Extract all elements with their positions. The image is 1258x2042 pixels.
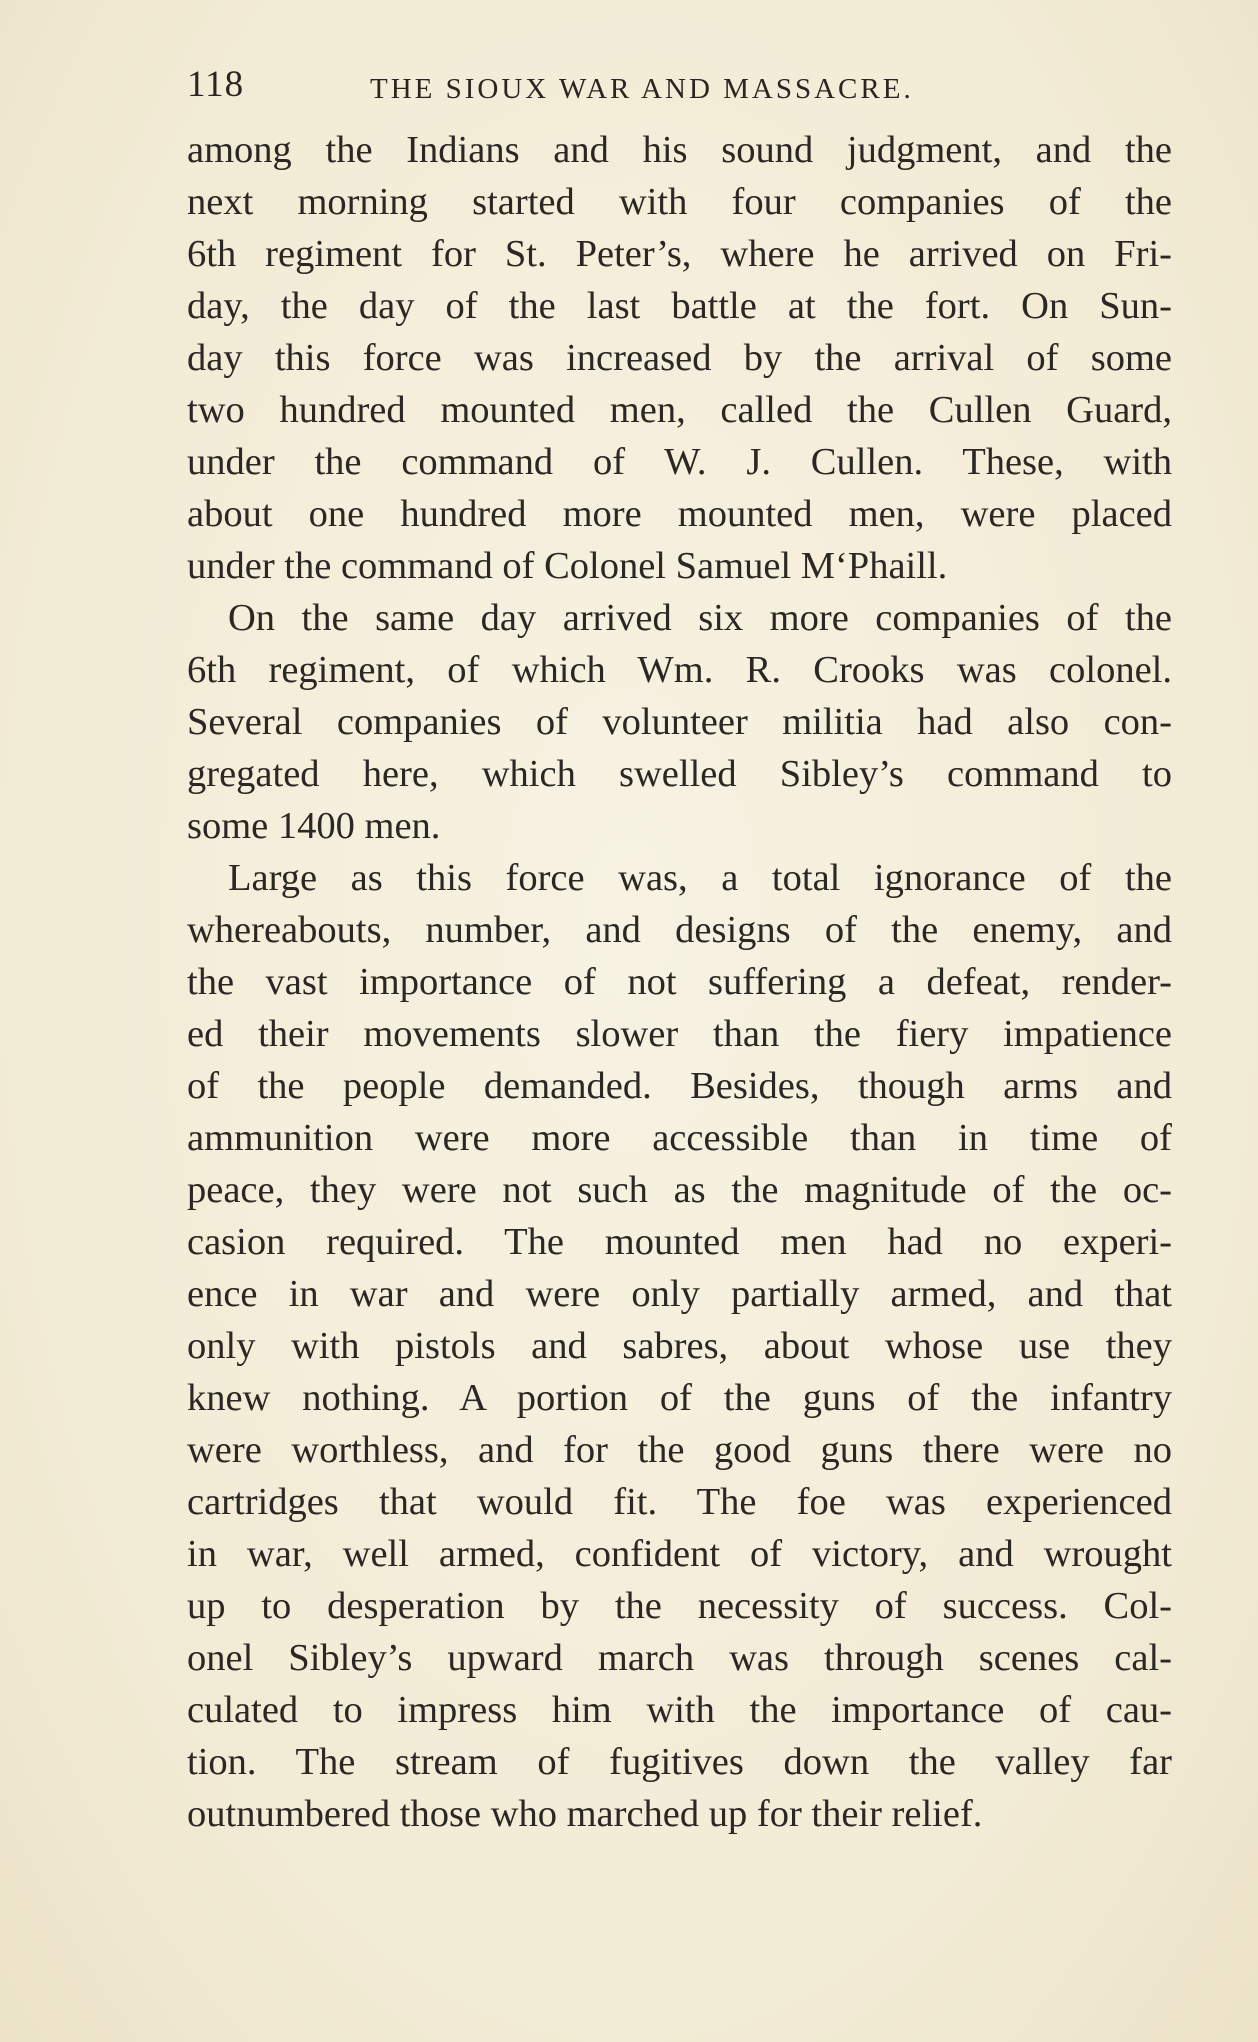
page-header <box>187 55 1179 115</box>
paragraph <box>187 852 1172 1840</box>
text-line: of the people demanded. Besides, though arms and <box>187 1065 1172 1107</box>
text-line: ence in war and were only partially armed, and that <box>187 1273 1172 1315</box>
text-line: next morning started with four companies of the <box>187 181 1172 223</box>
text-line: cartridges that would fit. The foe was experienced <box>187 1481 1172 1523</box>
text-line: casion required. The mounted men had no experi- <box>187 1221 1172 1263</box>
text-line: Several companies of volunteer militia had also con- <box>187 701 1172 743</box>
text-line: the vast importance of not suffering a defeat, render- <box>187 961 1172 1003</box>
page-number: 118 <box>187 64 245 105</box>
paragraph <box>187 124 1172 592</box>
text-line: Large as this force was, a total ignorance of the <box>228 857 1172 899</box>
text-line: in war, well armed, confident of victory, and wrought <box>187 1533 1172 1575</box>
text-line: day, the day of the last battle at the fort. On Sun- <box>187 285 1172 327</box>
body-text <box>187 124 1172 1840</box>
text-line: tion. The stream of fugitives down the valley far <box>187 1741 1172 1783</box>
text-line: onel Sibley’s upward march was through scenes cal- <box>187 1637 1172 1679</box>
text-line: about one hundred more mounted men, were placed <box>187 493 1172 535</box>
text-line: among the Indians and his sound judgment, and the <box>187 129 1172 171</box>
text-line: ed their movements slower than the fiery impatience <box>187 1013 1172 1055</box>
text-line: some 1400 men. <box>187 805 441 847</box>
paragraph <box>187 592 1172 852</box>
running-title: THE SIOUX WAR AND MASSACRE. <box>370 73 914 105</box>
text-line: culated to impress him with the importance of cau- <box>187 1689 1172 1731</box>
text-line: outnumbered those who marched up for their relief. <box>187 1793 983 1835</box>
text-line: On the same day arrived six more companies of the <box>228 597 1172 639</box>
text-line: whereabouts, number, and designs of the enemy, and <box>187 909 1172 951</box>
text-line: under the command of Colonel Samuel M‘Phaill. <box>187 545 948 587</box>
text-line: day this force was increased by the arrival of some <box>187 337 1172 379</box>
text-line: only with pistols and sabres, about whose use they <box>187 1325 1172 1367</box>
text-line: 6th regiment for St. Peter’s, where he arrived on Fri- <box>187 233 1172 275</box>
text-line: 6th regiment, of which Wm. R. Crooks was colonel. <box>187 649 1172 691</box>
text-line: knew nothing. A portion of the guns of the infantry <box>187 1377 1172 1419</box>
text-line: under the command of W. J. Cullen. These, with <box>187 441 1172 483</box>
text-line: gregated here, which swelled Sibley’s command to <box>187 753 1172 795</box>
text-line: up to desperation by the necessity of success. Col- <box>187 1585 1172 1627</box>
text-line: ammunition were more accessible than in time of <box>187 1117 1172 1159</box>
text-line: two hundred mounted men, called the Cullen Guard, <box>187 389 1172 431</box>
text-line: were worthless, and for the good guns there were no <box>187 1429 1172 1471</box>
text-line: peace, they were not such as the magnitude of the oc- <box>187 1169 1172 1211</box>
